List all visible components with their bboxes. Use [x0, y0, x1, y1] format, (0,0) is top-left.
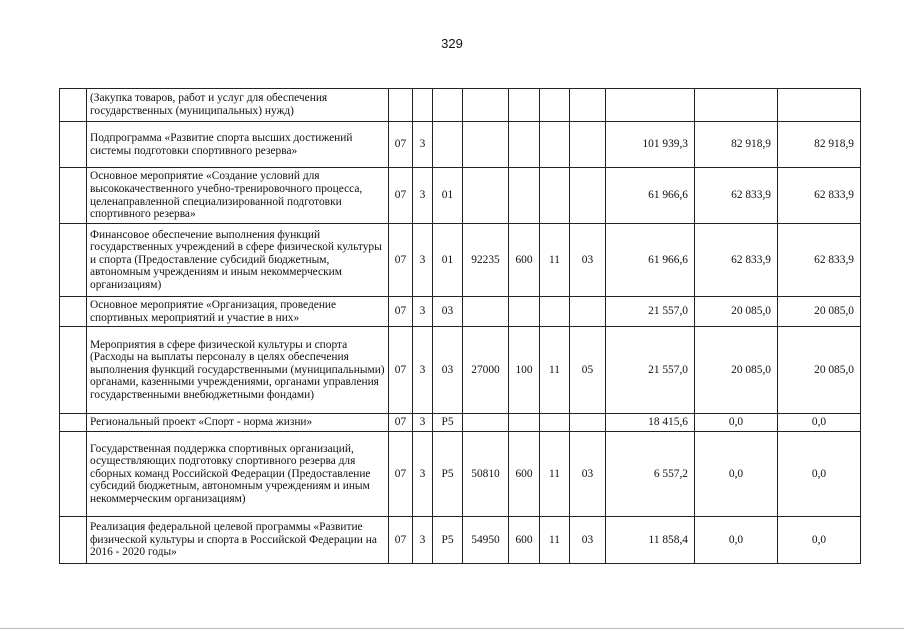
- code-cell: 05: [570, 327, 606, 414]
- amount-cell: 6 557,2: [606, 432, 695, 517]
- code-cell: 07: [389, 297, 413, 327]
- code-cell: [540, 297, 570, 327]
- table-row: [60, 122, 861, 168]
- code-cell: [540, 414, 570, 432]
- code-cell: [570, 122, 606, 168]
- page-number: 329: [441, 36, 463, 51]
- code-cell: 92235: [463, 224, 509, 297]
- amount-cell: [606, 89, 695, 122]
- budget-table: [59, 88, 861, 564]
- amount-cell: 82 918,9: [778, 122, 861, 168]
- code-cell: 600: [509, 432, 540, 517]
- amount-cell: [778, 89, 861, 122]
- amount-cell: 0,0: [778, 414, 861, 432]
- code-cell: 01: [433, 224, 463, 297]
- amount-cell: 61 966,6: [606, 224, 695, 297]
- code-cell: 03: [433, 327, 463, 414]
- amount-cell: 62 833,9: [778, 224, 861, 297]
- code-cell: 03: [570, 224, 606, 297]
- table-row: [60, 224, 861, 297]
- code-cell: [389, 89, 413, 122]
- code-cell: 3: [413, 122, 433, 168]
- amount-cell: 0,0: [695, 414, 778, 432]
- code-cell: 3: [413, 224, 433, 297]
- blank-cell: [60, 432, 87, 517]
- code-cell: 07: [389, 224, 413, 297]
- code-cell: [413, 89, 433, 122]
- code-cell: [570, 414, 606, 432]
- row-name-cell: Финансовое обеспечение выполнения функций государственных учреждений в сфере физической культуры и спорта (Предоставление субсидий бюджетным, автономным учреждениям и иным некоммерческим организациям): [87, 224, 389, 297]
- code-cell: 3: [413, 517, 433, 564]
- code-cell: 3: [413, 168, 433, 224]
- code-cell: 07: [389, 327, 413, 414]
- row-name-cell: Основное мероприятие «Создание условий для высококачественного учебно-тренировочного процесса, целенаправленной специализированной подготовки спортивного резерва»: [87, 168, 389, 224]
- code-cell: 03: [570, 517, 606, 564]
- blank-cell: [60, 297, 87, 327]
- code-cell: P5: [433, 414, 463, 432]
- code-cell: 3: [413, 327, 433, 414]
- amount-cell: 0,0: [695, 432, 778, 517]
- amount-cell: 20 085,0: [695, 327, 778, 414]
- amount-cell: 20 085,0: [695, 297, 778, 327]
- code-cell: P5: [433, 432, 463, 517]
- row-name-cell: Реализация федеральной целевой программы «Развитие физической культуры и спорта в Российской Федерации на 2016 - 2020 годы»: [87, 517, 389, 564]
- code-cell: 100: [509, 327, 540, 414]
- code-cell: [433, 122, 463, 168]
- code-cell: [509, 414, 540, 432]
- blank-cell: [60, 414, 87, 432]
- code-cell: 07: [389, 517, 413, 564]
- code-cell: [540, 89, 570, 122]
- code-cell: 07: [389, 168, 413, 224]
- row-name-cell: Региональный проект «Спорт - норма жизни»: [87, 414, 389, 432]
- code-cell: [433, 89, 463, 122]
- code-cell: 11: [540, 432, 570, 517]
- amount-cell: 61 966,6: [606, 168, 695, 224]
- code-cell: [570, 297, 606, 327]
- table-row: [60, 517, 861, 564]
- code-cell: 07: [389, 414, 413, 432]
- code-cell: [540, 168, 570, 224]
- code-cell: 3: [413, 297, 433, 327]
- code-cell: 3: [413, 414, 433, 432]
- row-name-cell: Основное мероприятие «Организация, проведение спортивных мероприятий и участие в них»: [87, 297, 389, 327]
- amount-cell: 0,0: [778, 517, 861, 564]
- amount-cell: 62 833,9: [778, 168, 861, 224]
- amount-cell: 18 415,6: [606, 414, 695, 432]
- code-cell: 03: [433, 297, 463, 327]
- code-cell: [463, 414, 509, 432]
- row-name-cell: Государственная поддержка спортивных организаций, осуществляющих подготовку спортивного резерва для сборных команд Российской Федерации (Предоставление субсидий бюджетным, автономным учреждениям и иным некоммерческим организациям): [87, 432, 389, 517]
- code-cell: 600: [509, 517, 540, 564]
- amount-cell: 21 557,0: [606, 297, 695, 327]
- code-cell: P5: [433, 517, 463, 564]
- table-row: [60, 297, 861, 327]
- amount-cell: 20 085,0: [778, 297, 861, 327]
- blank-cell: [60, 122, 87, 168]
- code-cell: 11: [540, 327, 570, 414]
- code-cell: [463, 168, 509, 224]
- code-cell: [509, 122, 540, 168]
- code-cell: 01: [433, 168, 463, 224]
- row-name-cell: Подпрограмма «Развитие спорта высших достижений системы подготовки спортивного резерва»: [87, 122, 389, 168]
- table-row: [60, 432, 861, 517]
- code-cell: 600: [509, 224, 540, 297]
- code-cell: 07: [389, 122, 413, 168]
- code-cell: 03: [570, 432, 606, 517]
- code-cell: 54950: [463, 517, 509, 564]
- amount-cell: 21 557,0: [606, 327, 695, 414]
- amount-cell: 62 833,9: [695, 224, 778, 297]
- code-cell: 27000: [463, 327, 509, 414]
- row-name-cell: (Закупка товаров, работ и услуг для обеспечения государственных (муниципальных) нужд): [87, 89, 389, 122]
- amount-cell: 62 833,9: [695, 168, 778, 224]
- amount-cell: 82 918,9: [695, 122, 778, 168]
- table-row: [60, 414, 861, 432]
- amount-cell: 0,0: [778, 432, 861, 517]
- amount-cell: [695, 89, 778, 122]
- blank-cell: [60, 168, 87, 224]
- code-cell: 3: [413, 432, 433, 517]
- table-row: [60, 89, 861, 122]
- code-cell: 11: [540, 517, 570, 564]
- code-cell: [509, 89, 540, 122]
- code-cell: [540, 122, 570, 168]
- code-cell: 11: [540, 224, 570, 297]
- table-row: [60, 168, 861, 224]
- code-cell: 07: [389, 432, 413, 517]
- row-name-cell: Мероприятия в сфере физической культуры и спорта (Расходы на выплаты персоналу в целях обеспечения выполнения функций государственными (муниципальными) органами, казенными учреждениями, органами управления государственными внебюджетными фондами): [87, 327, 389, 414]
- blank-cell: [60, 517, 87, 564]
- amount-cell: 11 858,4: [606, 517, 695, 564]
- blank-cell: [60, 327, 87, 414]
- blank-cell: [60, 224, 87, 297]
- amount-cell: 0,0: [695, 517, 778, 564]
- amount-cell: 101 939,3: [606, 122, 695, 168]
- code-cell: [570, 168, 606, 224]
- code-cell: [509, 297, 540, 327]
- code-cell: [463, 122, 509, 168]
- scan-edge-line: [0, 628, 904, 629]
- amount-cell: 20 085,0: [778, 327, 861, 414]
- code-cell: [509, 168, 540, 224]
- code-cell: 50810: [463, 432, 509, 517]
- code-cell: [570, 89, 606, 122]
- code-cell: [463, 89, 509, 122]
- table-row: [60, 327, 861, 414]
- blank-cell: [60, 89, 87, 122]
- code-cell: [463, 297, 509, 327]
